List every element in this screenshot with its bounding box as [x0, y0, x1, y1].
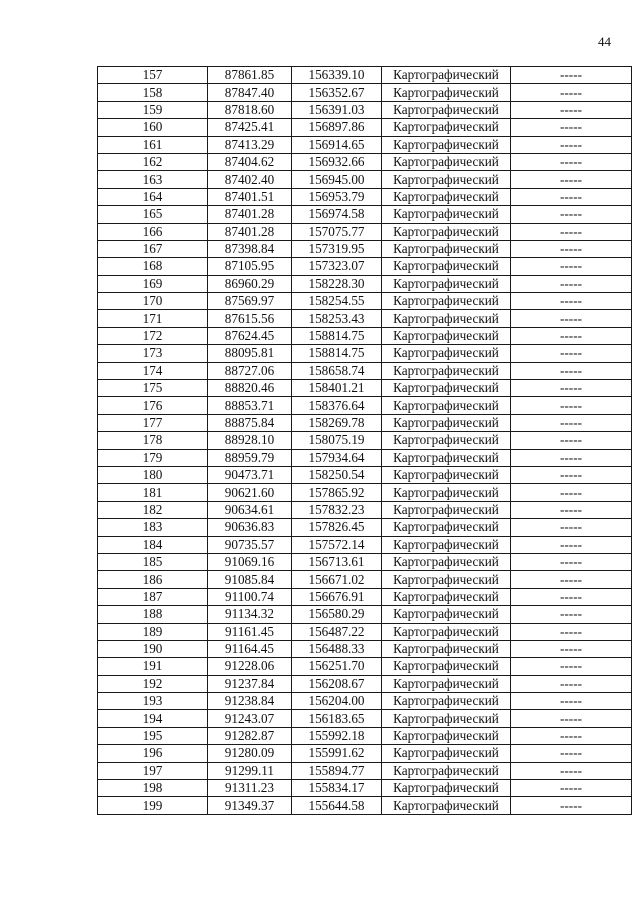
x-coordinate-cell: 88820.46 [208, 380, 292, 397]
precision-cell: ----- [511, 119, 632, 136]
page-number: 44 [598, 34, 611, 49]
precision-cell: ----- [511, 727, 632, 744]
table-row [98, 432, 632, 449]
point-number-cell: 176 [98, 397, 208, 414]
y-coordinate-cell: 156339.10 [292, 67, 382, 84]
table-row [98, 519, 632, 536]
table-row [98, 693, 632, 710]
x-coordinate-cell: 91069.16 [208, 553, 292, 570]
point-number-cell: 189 [98, 623, 208, 640]
x-coordinate-cell: 90735.57 [208, 536, 292, 553]
method-cell: Картографический [382, 84, 511, 101]
table-row [98, 588, 632, 605]
y-coordinate-cell: 158814.75 [292, 345, 382, 362]
method-cell: Картографический [382, 640, 511, 657]
table-row [98, 310, 632, 327]
point-number-cell: 190 [98, 640, 208, 657]
precision-cell: ----- [511, 432, 632, 449]
x-coordinate-cell: 91311.23 [208, 780, 292, 797]
point-number-cell: 192 [98, 675, 208, 692]
table-row [98, 67, 632, 84]
precision-cell: ----- [511, 223, 632, 240]
point-number-cell: 184 [98, 536, 208, 553]
precision-cell: ----- [511, 466, 632, 483]
point-number-cell: 191 [98, 658, 208, 675]
precision-cell: ----- [511, 519, 632, 536]
precision-cell: ----- [511, 327, 632, 344]
table-row [98, 466, 632, 483]
point-number-cell: 167 [98, 240, 208, 257]
method-cell: Картографический [382, 449, 511, 466]
table-row [98, 171, 632, 188]
precision-cell: ----- [511, 293, 632, 310]
point-number-cell: 177 [98, 414, 208, 431]
point-number-cell: 185 [98, 553, 208, 570]
precision-cell: ----- [511, 745, 632, 762]
table-row [98, 293, 632, 310]
x-coordinate-cell: 91280.09 [208, 745, 292, 762]
y-coordinate-cell: 156953.79 [292, 188, 382, 205]
y-coordinate-cell: 156914.65 [292, 136, 382, 153]
x-coordinate-cell: 87401.51 [208, 188, 292, 205]
table-row [98, 258, 632, 275]
method-cell: Картографический [382, 414, 511, 431]
point-number-cell: 186 [98, 571, 208, 588]
point-number-cell: 162 [98, 153, 208, 170]
y-coordinate-cell: 156974.58 [292, 206, 382, 223]
point-number-cell: 188 [98, 606, 208, 623]
x-coordinate-cell: 91161.45 [208, 623, 292, 640]
precision-cell: ----- [511, 797, 632, 814]
method-cell: Картографический [382, 762, 511, 779]
method-cell: Картографический [382, 293, 511, 310]
method-cell: Картографический [382, 153, 511, 170]
precision-cell: ----- [511, 84, 632, 101]
x-coordinate-cell: 87615.56 [208, 310, 292, 327]
y-coordinate-cell: 158075.19 [292, 432, 382, 449]
point-number-cell: 173 [98, 345, 208, 362]
method-cell: Картографический [382, 797, 511, 814]
precision-cell: ----- [511, 380, 632, 397]
x-coordinate-cell: 87401.28 [208, 223, 292, 240]
x-coordinate-cell: 87847.40 [208, 84, 292, 101]
table-row [98, 414, 632, 431]
method-cell: Картографический [382, 345, 511, 362]
point-number-cell: 196 [98, 745, 208, 762]
table-row [98, 206, 632, 223]
method-cell: Картографический [382, 362, 511, 379]
precision-cell: ----- [511, 623, 632, 640]
precision-cell: ----- [511, 588, 632, 605]
precision-cell: ----- [511, 693, 632, 710]
y-coordinate-cell: 155991.62 [292, 745, 382, 762]
x-coordinate-cell: 90634.61 [208, 501, 292, 518]
method-cell: Картографический [382, 432, 511, 449]
x-coordinate-cell: 87569.97 [208, 293, 292, 310]
point-number-cell: 166 [98, 223, 208, 240]
point-number-cell: 159 [98, 101, 208, 118]
point-number-cell: 181 [98, 484, 208, 501]
y-coordinate-cell: 158254.55 [292, 293, 382, 310]
method-cell: Картографический [382, 67, 511, 84]
x-coordinate-cell: 90473.71 [208, 466, 292, 483]
x-coordinate-cell: 87402.40 [208, 171, 292, 188]
y-coordinate-cell: 157323.07 [292, 258, 382, 275]
point-number-cell: 163 [98, 171, 208, 188]
table-row [98, 449, 632, 466]
point-number-cell: 195 [98, 727, 208, 744]
x-coordinate-cell: 87818.60 [208, 101, 292, 118]
method-cell: Картографический [382, 780, 511, 797]
point-number-cell: 160 [98, 119, 208, 136]
table-row [98, 153, 632, 170]
y-coordinate-cell: 156487.22 [292, 623, 382, 640]
table-row [98, 553, 632, 570]
table-row [98, 397, 632, 414]
table-row [98, 223, 632, 240]
x-coordinate-cell: 90636.83 [208, 519, 292, 536]
y-coordinate-cell: 158401.21 [292, 380, 382, 397]
method-cell: Картографический [382, 466, 511, 483]
table-row [98, 640, 632, 657]
point-number-cell: 164 [98, 188, 208, 205]
method-cell: Картографический [382, 240, 511, 257]
x-coordinate-cell: 88959.79 [208, 449, 292, 466]
x-coordinate-cell: 87425.41 [208, 119, 292, 136]
coordinates-table [97, 66, 632, 815]
method-cell: Картографический [382, 623, 511, 640]
method-cell: Картографический [382, 275, 511, 292]
method-cell: Картографический [382, 310, 511, 327]
method-cell: Картографический [382, 553, 511, 570]
precision-cell: ----- [511, 153, 632, 170]
point-number-cell: 174 [98, 362, 208, 379]
x-coordinate-cell: 88875.84 [208, 414, 292, 431]
precision-cell: ----- [511, 171, 632, 188]
table-row [98, 501, 632, 518]
x-coordinate-cell: 91164.45 [208, 640, 292, 657]
precision-cell: ----- [511, 258, 632, 275]
precision-cell: ----- [511, 658, 632, 675]
y-coordinate-cell: 156488.33 [292, 640, 382, 657]
y-coordinate-cell: 156204.00 [292, 693, 382, 710]
x-coordinate-cell: 91349.37 [208, 797, 292, 814]
precision-cell: ----- [511, 240, 632, 257]
precision-cell: ----- [511, 484, 632, 501]
method-cell: Картографический [382, 727, 511, 744]
y-coordinate-cell: 158658.74 [292, 362, 382, 379]
point-number-cell: 179 [98, 449, 208, 466]
table-row [98, 345, 632, 362]
point-number-cell: 175 [98, 380, 208, 397]
x-coordinate-cell: 88853.71 [208, 397, 292, 414]
method-cell: Картографический [382, 658, 511, 675]
y-coordinate-cell: 157572.14 [292, 536, 382, 553]
precision-cell: ----- [511, 414, 632, 431]
point-number-cell: 158 [98, 84, 208, 101]
precision-cell: ----- [511, 310, 632, 327]
table-row [98, 101, 632, 118]
point-number-cell: 161 [98, 136, 208, 153]
method-cell: Картографический [382, 206, 511, 223]
precision-cell: ----- [511, 675, 632, 692]
y-coordinate-cell: 156208.67 [292, 675, 382, 692]
y-coordinate-cell: 155834.17 [292, 780, 382, 797]
point-number-cell: 182 [98, 501, 208, 518]
method-cell: Картографический [382, 101, 511, 118]
x-coordinate-cell: 91100.74 [208, 588, 292, 605]
point-number-cell: 198 [98, 780, 208, 797]
y-coordinate-cell: 157832.23 [292, 501, 382, 518]
x-coordinate-cell: 91237.84 [208, 675, 292, 692]
point-number-cell: 171 [98, 310, 208, 327]
x-coordinate-cell: 86960.29 [208, 275, 292, 292]
table-row [98, 727, 632, 744]
table-row [98, 797, 632, 814]
table-row [98, 362, 632, 379]
x-coordinate-cell: 87413.29 [208, 136, 292, 153]
y-coordinate-cell: 156945.00 [292, 171, 382, 188]
precision-cell: ----- [511, 780, 632, 797]
x-coordinate-cell: 90621.60 [208, 484, 292, 501]
precision-cell: ----- [511, 345, 632, 362]
point-number-cell: 169 [98, 275, 208, 292]
table-row [98, 327, 632, 344]
y-coordinate-cell: 156713.61 [292, 553, 382, 570]
y-coordinate-cell: 155894.77 [292, 762, 382, 779]
x-coordinate-cell: 91243.07 [208, 710, 292, 727]
x-coordinate-cell: 91238.84 [208, 693, 292, 710]
method-cell: Картографический [382, 119, 511, 136]
precision-cell: ----- [511, 449, 632, 466]
x-coordinate-cell: 88928.10 [208, 432, 292, 449]
precision-cell: ----- [511, 606, 632, 623]
precision-cell: ----- [511, 536, 632, 553]
x-coordinate-cell: 87398.84 [208, 240, 292, 257]
point-number-cell: 168 [98, 258, 208, 275]
table-body [98, 67, 632, 815]
y-coordinate-cell: 158228.30 [292, 275, 382, 292]
point-number-cell: 157 [98, 67, 208, 84]
precision-cell: ----- [511, 553, 632, 570]
table-row [98, 84, 632, 101]
x-coordinate-cell: 87624.45 [208, 327, 292, 344]
x-coordinate-cell: 91282.87 [208, 727, 292, 744]
y-coordinate-cell: 158269.78 [292, 414, 382, 431]
y-coordinate-cell: 157934.64 [292, 449, 382, 466]
y-coordinate-cell: 158250.54 [292, 466, 382, 483]
x-coordinate-cell: 87105.95 [208, 258, 292, 275]
method-cell: Картографический [382, 188, 511, 205]
point-number-cell: 170 [98, 293, 208, 310]
precision-cell: ----- [511, 67, 632, 84]
y-coordinate-cell: 158814.75 [292, 327, 382, 344]
precision-cell: ----- [511, 101, 632, 118]
point-number-cell: 180 [98, 466, 208, 483]
point-number-cell: 178 [98, 432, 208, 449]
method-cell: Картографический [382, 710, 511, 727]
method-cell: Картографический [382, 258, 511, 275]
table-row [98, 675, 632, 692]
precision-cell: ----- [511, 501, 632, 518]
x-coordinate-cell: 91299.11 [208, 762, 292, 779]
point-number-cell: 165 [98, 206, 208, 223]
method-cell: Картографический [382, 397, 511, 414]
point-number-cell: 193 [98, 693, 208, 710]
table-row [98, 710, 632, 727]
y-coordinate-cell: 158253.43 [292, 310, 382, 327]
table-row [98, 536, 632, 553]
x-coordinate-cell: 87861.85 [208, 67, 292, 84]
precision-cell: ----- [511, 710, 632, 727]
method-cell: Картографический [382, 519, 511, 536]
precision-cell: ----- [511, 362, 632, 379]
table-row [98, 780, 632, 797]
y-coordinate-cell: 157826.45 [292, 519, 382, 536]
x-coordinate-cell: 91085.84 [208, 571, 292, 588]
precision-cell: ----- [511, 206, 632, 223]
method-cell: Картографический [382, 327, 511, 344]
method-cell: Картографический [382, 380, 511, 397]
precision-cell: ----- [511, 762, 632, 779]
method-cell: Картографический [382, 745, 511, 762]
y-coordinate-cell: 156580.29 [292, 606, 382, 623]
point-number-cell: 187 [98, 588, 208, 605]
table-row [98, 658, 632, 675]
x-coordinate-cell: 87401.28 [208, 206, 292, 223]
table-row [98, 380, 632, 397]
point-number-cell: 197 [98, 762, 208, 779]
table-row [98, 275, 632, 292]
table-row [98, 571, 632, 588]
method-cell: Картографический [382, 136, 511, 153]
y-coordinate-cell: 155992.18 [292, 727, 382, 744]
method-cell: Картографический [382, 588, 511, 605]
x-coordinate-cell: 91228.06 [208, 658, 292, 675]
y-coordinate-cell: 156391.03 [292, 101, 382, 118]
x-coordinate-cell: 87404.62 [208, 153, 292, 170]
y-coordinate-cell: 156932.66 [292, 153, 382, 170]
precision-cell: ----- [511, 397, 632, 414]
point-number-cell: 183 [98, 519, 208, 536]
y-coordinate-cell: 155644.58 [292, 797, 382, 814]
precision-cell: ----- [511, 640, 632, 657]
precision-cell: ----- [511, 571, 632, 588]
method-cell: Картографический [382, 501, 511, 518]
point-number-cell: 199 [98, 797, 208, 814]
x-coordinate-cell: 91134.32 [208, 606, 292, 623]
method-cell: Картографический [382, 484, 511, 501]
y-coordinate-cell: 156251.70 [292, 658, 382, 675]
method-cell: Картографический [382, 171, 511, 188]
y-coordinate-cell: 156897.86 [292, 119, 382, 136]
method-cell: Картографический [382, 606, 511, 623]
y-coordinate-cell: 157075.77 [292, 223, 382, 240]
precision-cell: ----- [511, 188, 632, 205]
y-coordinate-cell: 156671.02 [292, 571, 382, 588]
method-cell: Картографический [382, 693, 511, 710]
y-coordinate-cell: 158376.64 [292, 397, 382, 414]
x-coordinate-cell: 88095.81 [208, 345, 292, 362]
x-coordinate-cell: 88727.06 [208, 362, 292, 379]
y-coordinate-cell: 157865.92 [292, 484, 382, 501]
y-coordinate-cell: 156352.67 [292, 84, 382, 101]
precision-cell: ----- [511, 136, 632, 153]
table-row [98, 484, 632, 501]
table-row [98, 119, 632, 136]
precision-cell: ----- [511, 275, 632, 292]
table-row [98, 136, 632, 153]
method-cell: Картографический [382, 571, 511, 588]
method-cell: Картографический [382, 223, 511, 240]
table-row [98, 623, 632, 640]
point-number-cell: 172 [98, 327, 208, 344]
table-row [98, 240, 632, 257]
y-coordinate-cell: 157319.95 [292, 240, 382, 257]
y-coordinate-cell: 156183.65 [292, 710, 382, 727]
table-row [98, 188, 632, 205]
method-cell: Картографический [382, 675, 511, 692]
y-coordinate-cell: 156676.91 [292, 588, 382, 605]
table-row [98, 606, 632, 623]
table-row [98, 745, 632, 762]
table-row [98, 762, 632, 779]
method-cell: Картографический [382, 536, 511, 553]
point-number-cell: 194 [98, 710, 208, 727]
